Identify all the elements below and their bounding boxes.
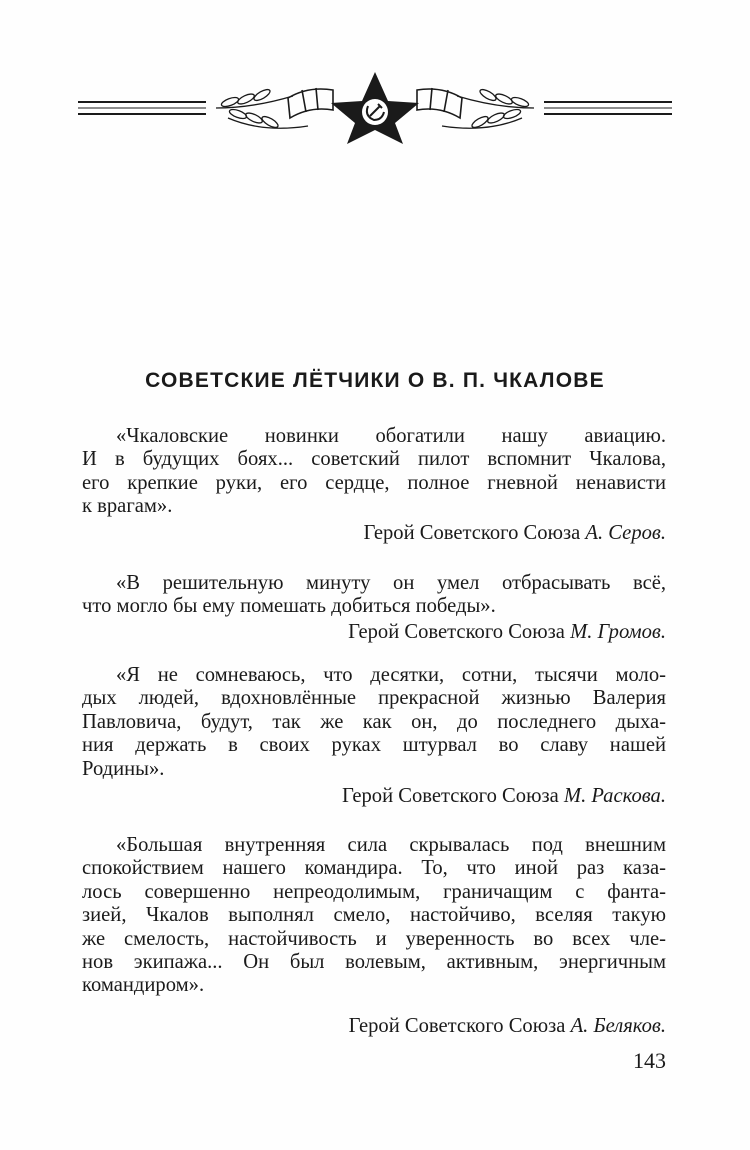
- quote-line: Павловича, будут, так же как он, до последнего дыха-: [82, 710, 666, 733]
- attribution-prefix: Герой Советского Союза: [342, 785, 559, 807]
- right-laurel-icon: [442, 87, 534, 129]
- quote-belyakov: [82, 834, 666, 998]
- quote-line: к врагам».: [82, 495, 173, 518]
- attribution-name: А. Серов.: [585, 522, 666, 544]
- quote-line: что могло бы ему помешать добиться победы».: [82, 595, 496, 618]
- quote-line: Родины».: [82, 757, 165, 780]
- attribution-prefix: Герой Советского Союза: [348, 1015, 566, 1037]
- quote-line: «Я не сомневаюсь, что десятки, сотни, тысячи моло-: [116, 664, 666, 686]
- attribution-belyakov: [349, 1014, 666, 1038]
- star-icon: [331, 72, 419, 144]
- attribution-serov: [364, 521, 666, 545]
- page-title: СОВЕТСКИЕ ЛЁТЧИКИ О В. П. ЧКАЛОВЕ: [145, 369, 605, 392]
- left-laurel-icon: [216, 87, 308, 129]
- quote-line: же смелость, настойчивость и уверенность во всех чле-: [82, 927, 666, 950]
- quote-gromov: [82, 572, 666, 619]
- quote-line: И в будущих боях... советский пилот вспомнит Чкалова,: [82, 448, 666, 471]
- quote-line: нов экипажа... Он был волевым, активным, энергичным: [82, 951, 666, 974]
- quote-line: командиром».: [82, 974, 205, 997]
- quote-line: зией, Чкалов выполнял смело, настойчиво, вселяя такую: [82, 904, 666, 927]
- attribution-name: М. Раскова.: [563, 785, 666, 807]
- attribution-gromov: [348, 620, 666, 644]
- attribution-name: А. Беляков.: [570, 1015, 666, 1037]
- quote-line: «Большая внутренняя сила скрывалась под внешним: [116, 834, 666, 856]
- attribution-prefix: Герой Советского Союза: [348, 621, 565, 643]
- quote-line: дых людей, вдохновлённые прекрасной жизнью Валерия: [82, 687, 666, 710]
- attribution-prefix: Герой Советского Союза: [363, 522, 581, 544]
- quote-line: «В решительную минуту он умел отбрасывать всё,: [116, 572, 666, 594]
- attribution-name: М. Громов.: [570, 621, 666, 643]
- attribution-raskova: [342, 784, 666, 808]
- quote-line: спокойствием нашего командира. То, что иной раз каза-: [82, 857, 666, 880]
- quote-line: ния держать в своих руках штурвал во славу нашей: [82, 734, 666, 757]
- left-rules: [78, 102, 206, 114]
- header-ornament: [78, 68, 672, 148]
- right-rules: [544, 102, 672, 114]
- quote-raskova: [82, 664, 666, 781]
- quote-line: его крепкие руки, его сердце, полное гневной ненависти: [82, 471, 666, 494]
- quote-serov: [82, 425, 666, 519]
- quote-line: «Чкаловские новинки обогатили нашу авиацию.: [116, 425, 666, 447]
- page-number: 143: [633, 1048, 666, 1073]
- quote-line: лось совершенно непреодолимым, граничащим с фанта-: [82, 880, 666, 903]
